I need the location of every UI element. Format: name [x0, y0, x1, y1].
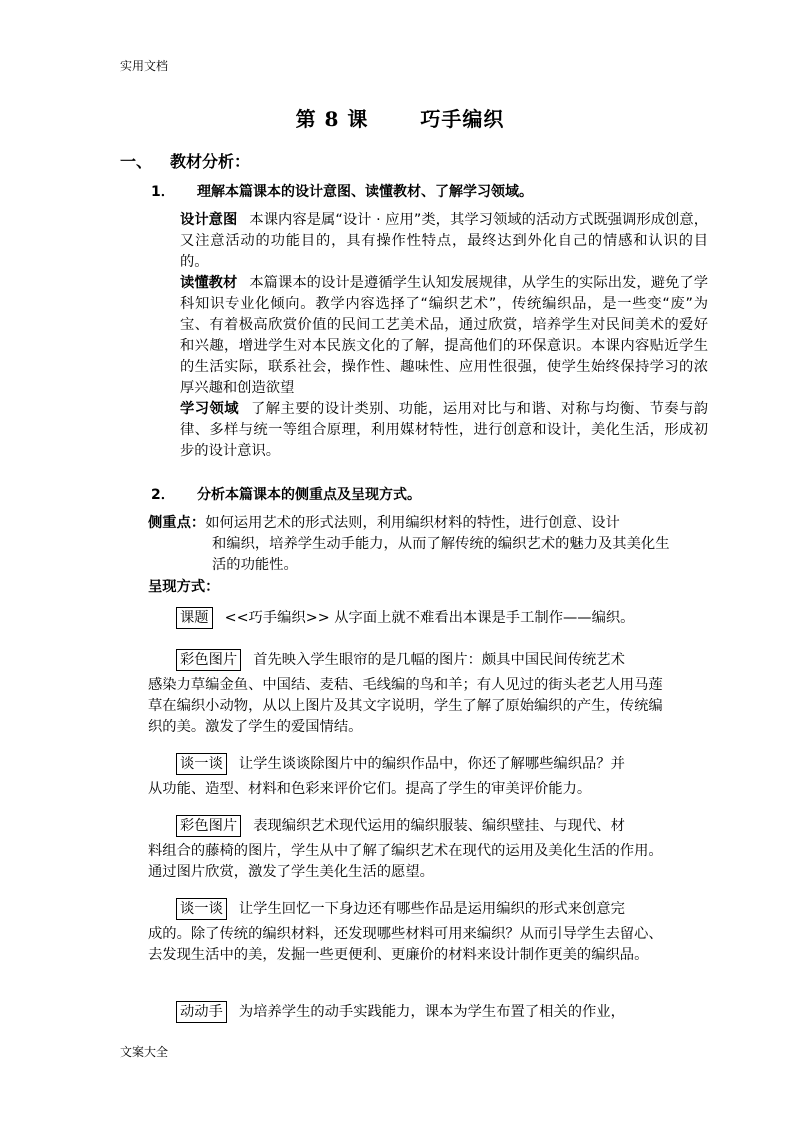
block-rest: 感染力草编金鱼、中国结、麦秸、毛线编的鸟和羊；有人见过的街头老艺人用马莲草在编织小动物，从以上图片及其文字说明，学生了解了原始编织的产生，传统编织的美。激发了学生的爱国情结。	[148, 677, 663, 735]
block-talk-2	[148, 894, 676, 966]
focus-rest: 和编织，培养学生动手能力，从而了解传统的编织艺术的魅力及其美化生活的功能性。	[212, 536, 670, 573]
design-intent-lead: 设计意图	[180, 212, 238, 228]
reading-text: 本篇课本的设计是遵循学生认知发展规律，从学生的实际出发，避免了学科知识专业化倾向。教学内容选择了“编织艺术”，传统编织品，是一些变“废”为宝、有着极高欣赏价值的民间工艺美术品，通过欣赏，培养学生对民间美术的爱好和兴趣，增进学生对本民族文化的了解，提高他们的环保意识。本课内容贴近学生的生活实际，联系社会，操作性、趣味性、应用性很强，使学生始终保持学习的浓厚兴趣和创造欲望	[180, 275, 709, 396]
field-text: 了解主要的设计类别、功能，运用对比与和谐、对称与均衡、节奏与韵律、多样与统一等组合原理，利用媒材特性，进行创意和设计，美化生活，形成初步的设计意识。	[180, 401, 709, 459]
block-rest: 从功能、造型、材料和色彩来评价它们。提高了学生的审美评价能力。	[148, 781, 592, 797]
subsection-label: 分析本篇课本的侧重点及呈现方式。	[197, 487, 421, 503]
focus-paragraph	[148, 513, 678, 576]
block-talk-1	[148, 749, 676, 800]
tag-box: 课题	[176, 607, 213, 629]
block-first-line: 让学生回忆一下身边还有哪些作品是运用编织的形式来创意完	[238, 901, 625, 917]
subsection-label: 理解本篇课本的设计意图、读懂教材、了解学习领域。	[197, 184, 533, 200]
block-color-picture-1	[148, 645, 676, 738]
block-color-picture-2	[148, 811, 676, 883]
block-hands-on	[148, 997, 676, 1027]
field-lead: 学习领域	[180, 401, 240, 417]
block-first-line: 首先映入学生眼帘的是几幅的图片：颇具中国民间传统艺术	[253, 652, 625, 668]
design-intent-paragraph	[148, 210, 708, 273]
subsection-number: 2．	[151, 487, 175, 503]
design-intent-text: 本课内容是属“设计 · 应用”类，其学习领域的活动方式既强调形成创意，又注意活动的功能目的，具有操作性特点，最终达到外化自己的情感和认识的目的。	[180, 212, 709, 270]
tag-box: 彩色图片	[176, 649, 241, 671]
block-rest: 料组合的藤椅的图片，学生从中了解了编织艺术在现代的运用及美化生活的作用。通过图片欣赏，激发了学生美化生活的愿望。	[148, 843, 663, 880]
tag-box: 动动手	[176, 1001, 227, 1023]
page-title	[0, 103, 794, 132]
subsection-heading-1	[151, 181, 533, 201]
block-rest: 成的。除了传统的编织材料，还发现哪些材料可用来编织？从而引导学生去留心、去发现生活中的美，发掘一些更便利、更廉价的材料来设计制作更美的编织品。	[148, 926, 663, 963]
lesson-number: 第 8 课	[295, 107, 369, 131]
page-footer: 文案大全	[120, 1045, 169, 1059]
block-topic	[148, 603, 676, 633]
page-header: 实用文档	[120, 59, 169, 73]
subsection-number: 1．	[151, 184, 175, 200]
tag-box: 谈一谈	[176, 898, 227, 920]
reading-lead: 读懂教材	[180, 275, 238, 291]
block-first-line: 为培养学生的动手实践能力，课本为学生布置了相关的作业，	[238, 1004, 625, 1020]
block-first-line: <<巧手编织>> 从字面上就不难看出本课是手工制作——编织。	[224, 610, 635, 626]
section-label: 教材分析：	[170, 152, 251, 171]
presentation-label: 呈现方式：	[148, 579, 220, 595]
block-first-line: 表现编织艺术现代运用的编织服装、编织壁挂、与现代、材	[253, 818, 625, 834]
lesson-name: 巧手编织	[420, 107, 505, 131]
field-paragraph	[148, 399, 708, 462]
tag-box: 谈一谈	[176, 753, 227, 775]
block-first-line: 让学生谈谈除图片中的编织作品中，你还了解哪些编织品？并	[238, 756, 625, 772]
reading-paragraph	[148, 273, 708, 399]
section-number: 一、	[120, 152, 153, 171]
subsection-heading-2	[151, 484, 421, 504]
focus-label: 侧重点：	[148, 515, 206, 531]
tag-box: 彩色图片	[176, 815, 241, 837]
focus-line1: 如何运用艺术的形式法则，利用编织材料的特性，进行创意、设计	[205, 515, 620, 531]
section-heading	[120, 149, 250, 172]
